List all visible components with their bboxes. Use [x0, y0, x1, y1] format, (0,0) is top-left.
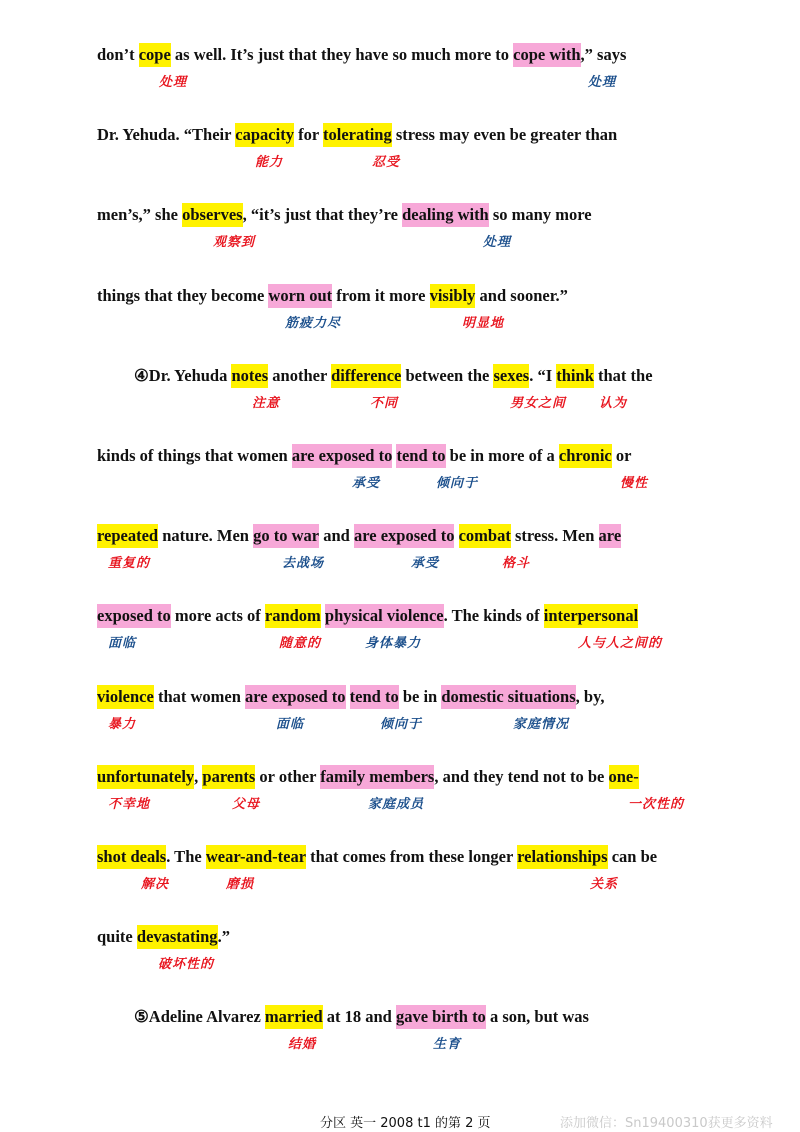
- gloss-translation: 承受: [411, 556, 440, 572]
- highlighted-term: visibly: [430, 284, 476, 308]
- text-segment: so many more: [488, 205, 592, 225]
- text-segment: , by,: [575, 686, 605, 706]
- highlighted-term: tend to: [350, 685, 399, 709]
- highlighted-term: cope: [139, 43, 171, 67]
- highlighted-term: cope with: [513, 43, 580, 67]
- highlighted-term: violence: [97, 685, 154, 709]
- text-segment: ⑤Adeline Alvarez: [134, 1007, 265, 1027]
- gloss-translation: 处理: [483, 235, 512, 251]
- highlighted-term: repeated: [97, 524, 158, 548]
- text-segment: things that they become: [97, 285, 269, 305]
- highlighted-term: devastating: [137, 925, 218, 949]
- text-segment: kinds of things that women: [97, 446, 292, 465]
- text-segment: another: [268, 365, 332, 385]
- highlighted-term: interpersonal: [544, 604, 638, 628]
- text-segment: , “it’s just that they’re: [242, 205, 403, 225]
- gloss-translation: 认为: [599, 395, 628, 411]
- text-segment: Dr. Yehuda. “Their: [97, 125, 236, 145]
- highlighted-term: random: [265, 604, 321, 628]
- highlighted-term: are exposed to: [292, 444, 393, 468]
- gloss-translation: 男女之间: [510, 395, 567, 411]
- highlighted-term: unfortunately: [97, 765, 194, 789]
- text-segment: . “I: [529, 365, 557, 385]
- gloss-translation: 一次性的: [628, 796, 685, 812]
- highlighted-term: sexes: [493, 364, 529, 388]
- text-line: [97, 523, 621, 549]
- highlighted-term: tend to: [396, 444, 445, 468]
- gloss-translation: 父母: [232, 796, 261, 812]
- gloss-translation: 生育: [433, 1037, 462, 1053]
- text-segment: , and they tend not to be: [434, 766, 609, 786]
- gloss-translation: 不同: [370, 395, 399, 411]
- highlighted-term: are: [599, 524, 622, 548]
- gloss-translation: 不幸地: [108, 796, 151, 812]
- text-line: [134, 1004, 589, 1030]
- gloss-translation: 明显地: [462, 315, 505, 331]
- gloss-translation: 结婚: [288, 1037, 317, 1053]
- text-line: [97, 202, 592, 228]
- text-segment: from it more: [332, 285, 430, 305]
- gloss-translation: 筋疲力尽: [285, 315, 342, 331]
- page-footer: 分区 英一 2008 t1 的第 2 页: [320, 1116, 491, 1131]
- text-segment: ④Dr. Yehuda: [134, 365, 232, 385]
- gloss-translation: 处理: [588, 75, 617, 90]
- text-line: [97, 42, 626, 68]
- highlighted-term: domestic situations: [441, 685, 575, 709]
- highlighted-term: married: [265, 1005, 323, 1029]
- highlighted-term: physical violence: [325, 604, 444, 628]
- highlighted-term: combat: [459, 524, 511, 548]
- highlighted-term: relationships: [517, 845, 607, 869]
- text-line: [97, 603, 638, 629]
- gloss-translation: 破坏性的: [158, 957, 215, 973]
- text-line: [134, 363, 653, 389]
- gloss-translation: 处理: [159, 75, 188, 90]
- text-segment: and: [319, 526, 354, 546]
- text-segment: and sooner.”: [475, 285, 568, 305]
- text-segment: ,” says: [580, 45, 627, 64]
- text-segment: men’s,” she: [97, 205, 183, 225]
- gloss-translation: 忍受: [372, 155, 401, 171]
- highlighted-term: one-: [609, 765, 639, 789]
- highlighted-term: difference: [331, 364, 401, 388]
- text-segment: for: [293, 125, 323, 145]
- highlighted-term: exposed to: [97, 604, 171, 628]
- highlighted-term: are exposed to: [245, 685, 346, 709]
- gloss-translation: 慢性: [620, 476, 649, 491]
- highlighted-term: dealing with: [402, 203, 489, 227]
- text-segment: more acts of: [170, 606, 265, 626]
- text-line: [97, 764, 639, 790]
- highlighted-term: parents: [202, 765, 255, 789]
- text-segment: .”: [217, 927, 230, 947]
- highlighted-term: gave birth to: [396, 1005, 486, 1029]
- text-segment: stress. Men: [510, 526, 599, 546]
- highlighted-term: shot deals: [97, 845, 166, 869]
- text-line: [97, 283, 568, 309]
- gloss-translation: 重复的: [108, 556, 151, 572]
- gloss-translation: 去战场: [282, 556, 325, 572]
- text-segment: nature. Men: [158, 526, 254, 546]
- text-segment: can be: [607, 847, 658, 866]
- gloss-translation: 能力: [255, 155, 284, 171]
- highlighted-term: worn out: [268, 284, 332, 308]
- text-segment: . The: [166, 847, 206, 866]
- text-segment: that comes from these longer: [306, 847, 518, 866]
- text-segment: quite: [97, 927, 137, 947]
- gloss-translation: 关系: [590, 877, 619, 892]
- gloss-translation: 身体暴力: [365, 636, 422, 652]
- text-segment: be in more of a: [445, 446, 559, 465]
- highlighted-term: notes: [231, 364, 268, 388]
- gloss-translation: 家庭情况: [513, 716, 570, 732]
- gloss-translation: 随意的: [279, 636, 322, 652]
- text-line: [97, 122, 617, 148]
- text-segment: that the: [593, 365, 653, 385]
- highlighted-term: family members: [320, 765, 434, 789]
- text-line: [97, 844, 657, 870]
- text-segment: between the: [401, 365, 494, 385]
- highlighted-term: chronic: [559, 444, 612, 468]
- text-segment: or: [611, 446, 632, 465]
- highlighted-term: capacity: [235, 123, 294, 147]
- text-segment: . The kinds of: [443, 606, 544, 626]
- watermark: 添加微信：Sn19400310获更多资料: [560, 1116, 773, 1131]
- text-segment: at 18 and: [322, 1007, 396, 1027]
- gloss-translation: 解决: [141, 877, 170, 892]
- gloss-translation: 家庭成员: [368, 796, 425, 812]
- gloss-translation: 观察到: [213, 235, 256, 251]
- gloss-translation: 面临: [276, 716, 305, 732]
- gloss-translation: 承受: [352, 476, 381, 491]
- text-segment: don’t: [97, 45, 139, 64]
- highlighted-term: think: [556, 364, 594, 388]
- text-segment: ,: [194, 766, 203, 786]
- highlighted-term: wear-and-tear: [206, 845, 306, 869]
- text-line: [97, 924, 230, 950]
- highlighted-term: are exposed to: [354, 524, 455, 548]
- text-segment: stress may even be greater than: [391, 125, 618, 145]
- gloss-translation: 倾向于: [436, 476, 479, 491]
- highlighted-term: observes: [182, 203, 243, 227]
- text-line: [97, 443, 631, 469]
- gloss-translation: 磨损: [226, 877, 255, 892]
- text-segment: that women: [153, 686, 246, 706]
- gloss-translation: 倾向于: [380, 716, 423, 732]
- highlighted-term: go to war: [253, 524, 319, 548]
- text-segment: a son, but was: [485, 1007, 589, 1027]
- text-segment: or other: [255, 766, 321, 786]
- gloss-translation: 人与人之间的: [578, 636, 663, 652]
- highlighted-term: tolerating: [323, 123, 392, 147]
- text-segment: as well. It’s just that they have so much more to: [170, 45, 514, 64]
- text-segment: be in: [398, 686, 442, 706]
- gloss-translation: 注意: [252, 395, 281, 411]
- gloss-translation: 暴力: [108, 716, 137, 732]
- text-line: [97, 684, 605, 710]
- gloss-translation: 面临: [108, 636, 137, 652]
- gloss-translation: 格斗: [502, 556, 531, 572]
